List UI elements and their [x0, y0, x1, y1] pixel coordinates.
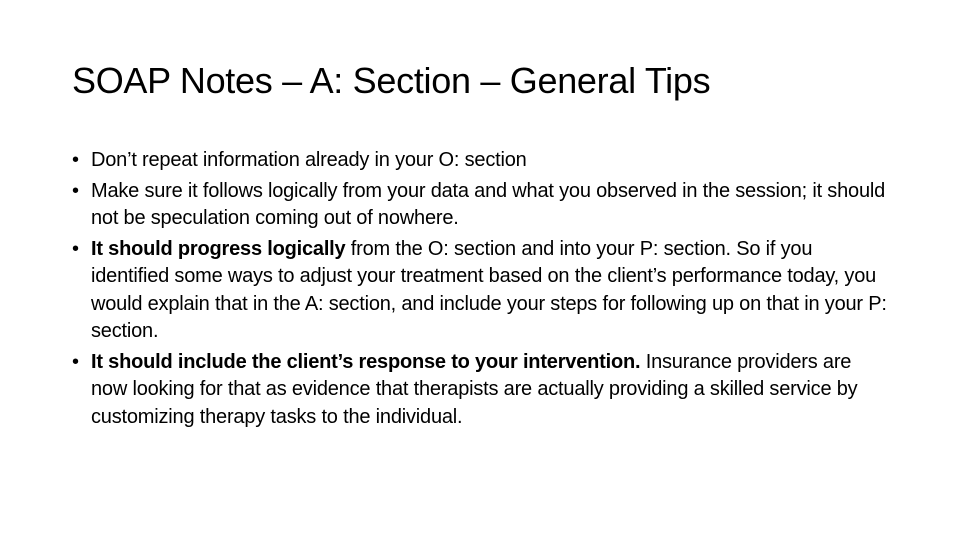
bullet-glyph: •: [72, 149, 79, 171]
bullet-item-2: [72, 178, 892, 233]
bullet-text: from the O: section and into your P: section. So if you identified some ways to adjust your treatment based on the client’s performance today, you would explain that in the A: section, and include your steps for following up on that in your P: section.: [91, 237, 887, 342]
bullet-list: [72, 147, 892, 434]
bullet-glyph: •: [72, 237, 79, 260]
bullet-glyph: •: [72, 179, 79, 202]
bullet-text: Insurance providers are now looking for that as evidence that therapists are actually providing a skilled service by customizing therapy tasks to the individual.: [91, 350, 858, 428]
bullet-item-4: [72, 349, 892, 432]
bullet-item-1: [72, 147, 892, 175]
bullet-bold-text: It should progress logically: [91, 237, 346, 260]
bullet-item-3: [72, 236, 892, 346]
bullet-bold-text: It should include the client’s response to your intervention.: [91, 350, 641, 373]
bullet-text: Don’t repeat information already in your O: section: [91, 149, 527, 171]
bullet-glyph: •: [72, 350, 79, 373]
slide-title: SOAP Notes – A: Section – General Tips: [72, 60, 711, 101]
bullet-text: Make sure it follows logically from your data and what you observed in the session; it should not be speculation coming out of nowhere.: [91, 179, 886, 229]
